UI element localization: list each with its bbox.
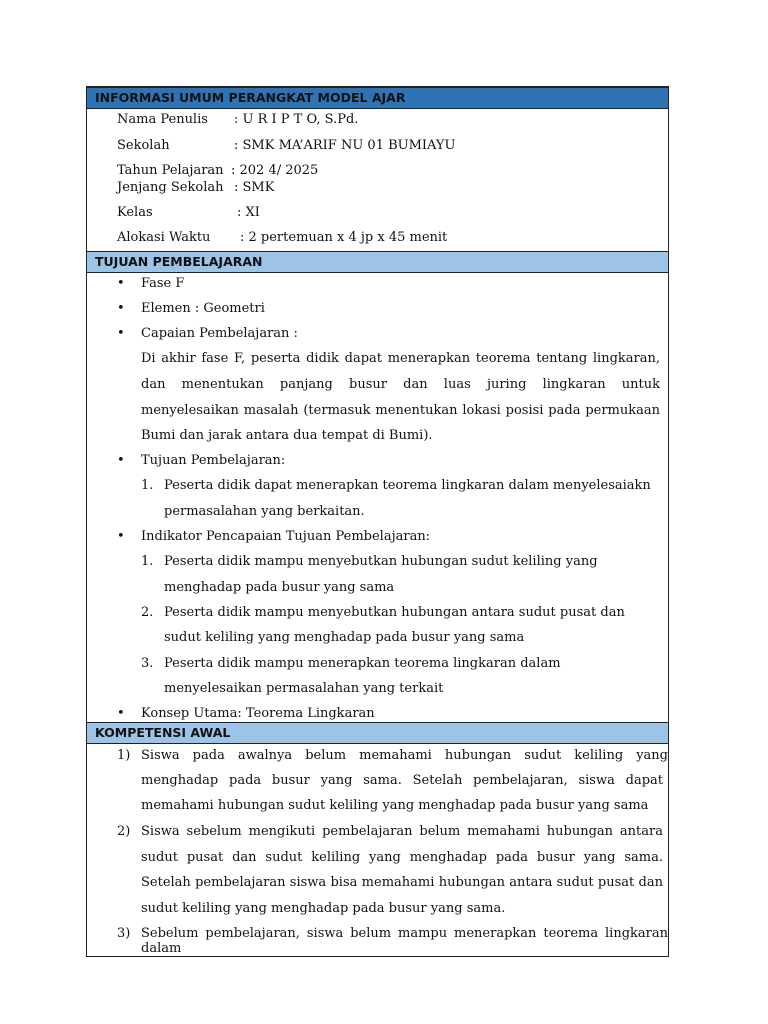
tp-item-line: permasalahan yang berkaitan. <box>164 504 365 519</box>
indikator-item-line: menyelesaikan permasalahan yang terkait <box>164 681 444 696</box>
tp-item-number: 1. <box>141 478 154 493</box>
cp-line: Bumi dan jarak antara dua tempat di Bumi). <box>141 428 433 443</box>
indikator-item-number: 2. <box>141 605 154 620</box>
info-value-tahun-pelajaran: : 202 4/ 2025 <box>231 163 319 178</box>
lesson-plan-document <box>86 86 669 957</box>
info-section-header: INFORMASI UMUM PERANGKAT MODEL AJAR <box>87 87 668 109</box>
kompetensi-item-number: 1) <box>117 748 131 763</box>
kompetensi-item-line: dalam <box>141 941 182 956</box>
indikator-item-line: Peserta didik mampu menyebutkan hubungan sudut keliling yang <box>164 554 598 569</box>
info-label-jenjang-sekolah: Jenjang Sekolah <box>117 180 224 195</box>
bullet-icon: • <box>117 276 125 291</box>
kompetensi-section-header: KOMPETENSI AWAL <box>87 722 668 744</box>
cp-line: dan menentukan panjang busur dan luas juring lingkaran untuk <box>141 377 660 392</box>
kompetensi-item-line: Sebelum pembelajaran, siswa belum mampu menerapkan teorema lingkaran <box>141 926 668 941</box>
info-label-nama-penulis: Nama Penulis <box>117 112 208 127</box>
indikator-item-line: Peserta didik mampu menerapkan teorema lingkaran dalam <box>164 656 561 671</box>
kompetensi-item-line: Siswa pada awalnya belum memahami hubungan sudut keliling yang <box>141 748 668 763</box>
tp-label: Tujuan Pembelajaran: <box>141 453 286 468</box>
kompetensi-item-line: Setelah pembelajaran siswa bisa memahami hubungan antara sudut pusat dan <box>141 875 663 890</box>
bullet-icon: • <box>117 706 125 721</box>
info-label-alokasi-waktu: Alokasi Waktu <box>117 230 211 245</box>
cp-label: Capaian Pembelajaran : <box>141 326 298 341</box>
konsep-utama-text: Konsep Utama: Teorema Lingkaran <box>141 706 375 721</box>
kompetensi-item-line: Siswa sebelum mengikuti pembelajaran belum memahami hubungan antara <box>141 824 663 839</box>
info-value-alokasi-waktu: : 2 pertemuan x 4 jp x 45 menit <box>240 230 448 245</box>
kompetensi-item-line: memahami hubungan sudut keliling yang menghadap pada busur yang sama <box>141 798 649 813</box>
indikator-item-line: sudut keliling yang menghadap pada busur yang sama <box>164 630 525 645</box>
indikator-item-line: Peserta didik mampu menyebutkan hubungan antara sudut pusat dan <box>164 605 625 620</box>
tujuan-section-header: TUJUAN PEMBELAJARAN <box>87 251 668 273</box>
kompetensi-item-number: 2) <box>117 824 131 839</box>
tp-item-line: Peserta didik dapat menerapkan teorema lingkaran dalam menyelesaiakn <box>164 478 651 493</box>
cp-line: menyelesaikan masalah (termasuk menentukan lokasi posisi pada permukaan <box>141 403 660 418</box>
bullet-icon: • <box>117 453 125 468</box>
bullet-icon: • <box>117 326 125 341</box>
indikator-item-number: 3. <box>141 656 154 671</box>
elemen-text: Elemen : Geometri <box>141 301 265 316</box>
indikator-item-line: menghadap pada busur yang sama <box>164 580 395 595</box>
cp-line: Di akhir fase F, peserta didik dapat menerapkan teorema tentang lingkaran, <box>141 351 660 366</box>
info-value-sekolah: : SMK MA’ARIF NU 01 BUMIAYU <box>234 138 456 153</box>
indikator-item-number: 1. <box>141 554 154 569</box>
bullet-icon: • <box>117 529 125 544</box>
kompetensi-item-line: menghadap pada busur yang sama. Setelah pembelajaran, siswa dapat <box>141 773 663 788</box>
info-label-kelas: Kelas <box>117 205 153 220</box>
kompetensi-item-line: sudut keliling yang menghadap pada busur yang sama. <box>141 901 506 916</box>
info-value-kelas: : XI <box>237 205 260 220</box>
indikator-label: Indikator Pencapaian Tujuan Pembelajaran: <box>141 529 431 544</box>
info-value-jenjang-sekolah: : SMK <box>234 180 275 195</box>
bullet-icon: • <box>117 301 125 316</box>
info-label-tahun-pelajaran: Tahun Pelajaran <box>117 163 224 178</box>
kompetensi-item-line: sudut pusat dan sudut keliling yang menghadap pada busur yang sama. <box>141 850 663 865</box>
info-label-sekolah: Sekolah <box>117 138 170 153</box>
fase-text: Fase F <box>141 276 185 291</box>
kompetensi-item-number: 3) <box>117 926 131 941</box>
info-value-nama-penulis: : U R I P T O, S.Pd. <box>234 112 359 127</box>
